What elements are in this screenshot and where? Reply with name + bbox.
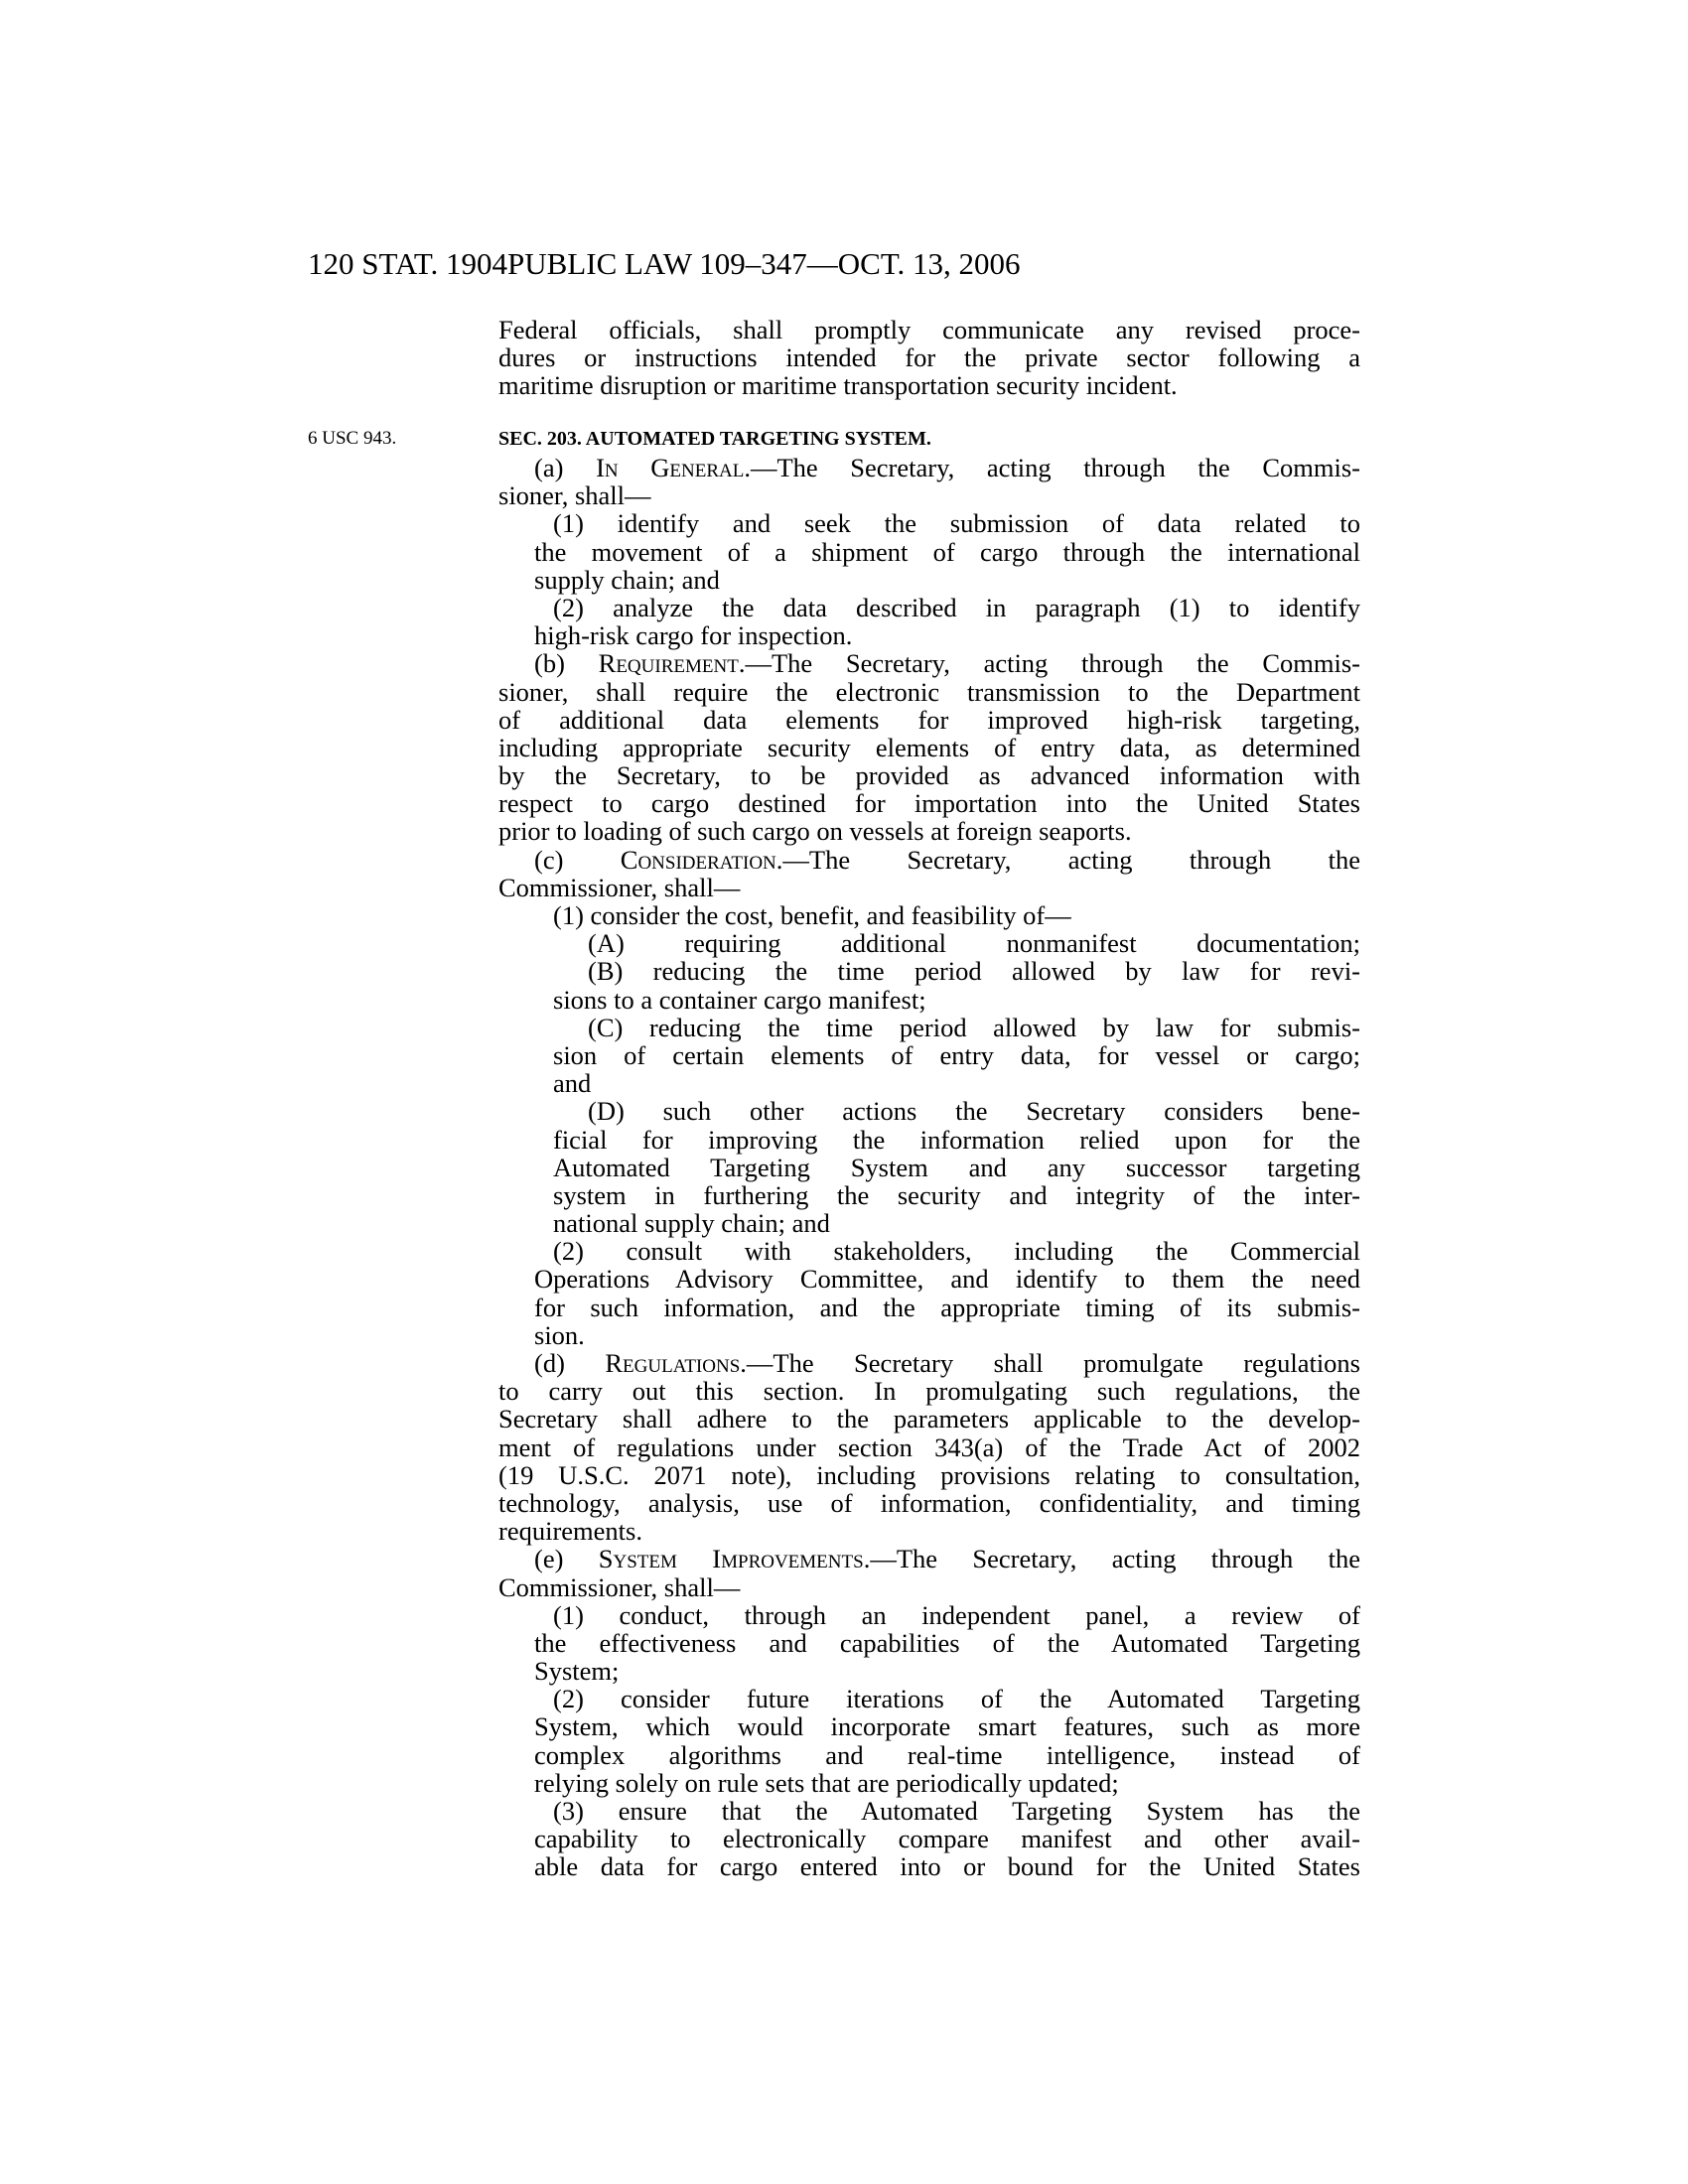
text-line: of additional data elements for improved high-risk targeting, — [498, 704, 1360, 735]
text-line: (A) requiring additional nonmanifest documentation; — [588, 928, 1360, 959]
text-line: including appropriate security elements of entry data, as determined — [498, 732, 1360, 762]
text-line: (3) ensure that the Automated Targeting System has the — [553, 1796, 1360, 1826]
text-line: System, which would incorporate smart features, such as more — [534, 1711, 1360, 1742]
text-line: Operations Advisory Committee, and identify to them the need — [534, 1264, 1360, 1295]
text-line: the effectiveness and capabilities of the Automated Targeting — [534, 1627, 1360, 1658]
text-line: ficial for improving the information relied upon for the — [553, 1124, 1360, 1155]
text-line: (19 U.S.C. 2071 note), including provisions relating to consultation, — [498, 1459, 1360, 1490]
text-line: national supply chain; and — [553, 1208, 830, 1239]
intro-paragraph — [498, 316, 1360, 400]
text-line: relying solely on rule sets that are periodically updated; — [534, 1767, 1119, 1798]
section-body — [498, 454, 1360, 1881]
text-line: (c) Consideration.—The Secretary, acting through the — [534, 844, 1360, 875]
text-line: sioner, shall require the electronic transmission to the Department — [498, 676, 1360, 707]
text-line: able data for cargo entered into or bound for the United States — [534, 1851, 1360, 1882]
text-line: complex algorithms and real-time intelligence, instead of — [534, 1739, 1360, 1770]
text-line: to carry out this section. In promulgating such regulations, the — [498, 1376, 1360, 1407]
text-line: high-risk cargo for inspection. — [534, 620, 853, 651]
text-line: prior to loading of such cargo on vessels at foreign seaports. — [498, 816, 1132, 847]
page-header — [0, 246, 1688, 286]
text-line: (1) consider the cost, benefit, and feasibility of— — [553, 900, 1071, 930]
text-line: the movement of a shipment of cargo through the international — [534, 536, 1360, 567]
statute-page-reference: 120 STAT. 1904 — [308, 246, 508, 281]
text-line: (B) reducing the time period allowed by law for revi- — [588, 956, 1360, 987]
text-line: (d) Regulations.—The Secretary shall promulgate regulations — [534, 1348, 1360, 1378]
margin-note-usc-citation: 6 USC 943. — [308, 428, 397, 449]
text-line: (1) identify and seek the submission of data related to — [553, 508, 1360, 539]
text-line: (C) reducing the time period allowed by law for submis- — [588, 1012, 1360, 1042]
text-line: supply chain; and — [534, 564, 720, 595]
public-law-reference: PUBLIC LAW 109–347—OCT. 13, 2006 — [507, 246, 1021, 281]
text-line: capability to electronically compare manifest and other avail- — [534, 1824, 1360, 1854]
text-line: sioner, shall— — [498, 480, 651, 511]
text-line: (2) consider future iterations of the Automated Targeting — [553, 1684, 1360, 1714]
text-line: dures or instructions intended for the private sector following a — [498, 342, 1360, 373]
text-line: Automated Targeting System and any successor targeting — [553, 1152, 1360, 1182]
text-line: (2) consult with stakeholders, including the Commercial — [553, 1236, 1360, 1267]
section-heading: SEC. 203. AUTOMATED TARGETING SYSTEM. — [498, 428, 931, 450]
text-line: for such information, and the appropriate timing of its submis- — [534, 1292, 1360, 1322]
text-line: respect to cargo destined for importation into the United States — [498, 788, 1360, 819]
text-line: (1) conduct, through an independent panel, a review of — [553, 1599, 1360, 1630]
text-line: requirements. — [498, 1516, 642, 1547]
text-line: maritime disruption or maritime transportation security incident. — [498, 370, 1178, 401]
text-line: (a) In General.—The Secretary, acting through the Commis- — [534, 453, 1360, 482]
text-line: sion of certain elements of entry data, for vessel or cargo; — [553, 1039, 1360, 1070]
text-line: sion. — [534, 1319, 585, 1350]
text-line: Federal officials, shall promptly communicate any revised proce- — [498, 315, 1360, 344]
text-line: (e) System Improvements.—The Secretary, acting through the — [534, 1544, 1360, 1574]
text-line: technology, analysis, use of information, confidentiality, and timing — [498, 1487, 1360, 1518]
text-line: (2) analyze the data described in paragraph (1) to identify — [553, 592, 1360, 622]
text-line: System; — [534, 1656, 620, 1687]
text-line: by the Secretary, to be provided as advanced information with — [498, 760, 1360, 791]
text-line: Secretary shall adhere to the parameters applicable to the develop- — [498, 1404, 1360, 1434]
text-line: Commissioner, shall— — [498, 872, 741, 902]
text-line: system in furthering the security and integrity of the inter- — [553, 1179, 1360, 1210]
text-line: ment of regulations under section 343(a) of the Trade Act of 2002 — [498, 1432, 1360, 1462]
text-line: Commissioner, shall— — [498, 1571, 741, 1602]
text-line: (b) Requirement.—The Secretary, acting through the Commis- — [534, 648, 1360, 679]
text-line: (D) such other actions the Secretary considers bene- — [588, 1096, 1360, 1127]
text-line: sions to a container cargo manifest; — [553, 984, 926, 1015]
text-line: and — [553, 1068, 592, 1099]
